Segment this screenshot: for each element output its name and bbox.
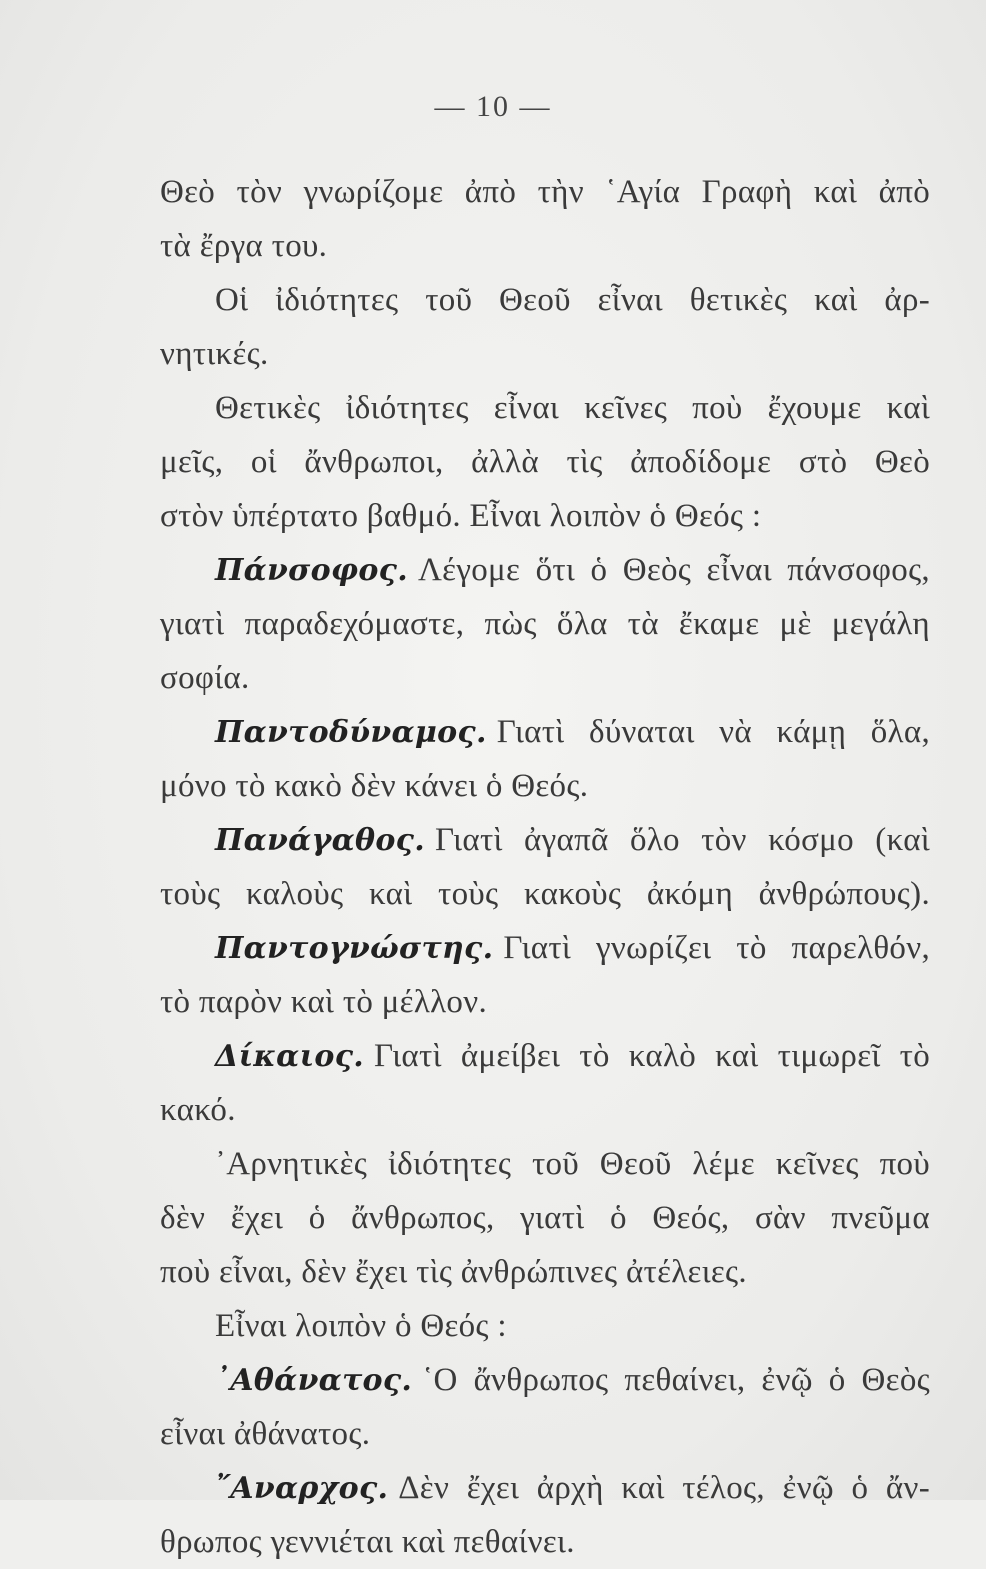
text-line: [160, 1407, 930, 1461]
line-text: Εἶναι λοιπὸν ὁ Θεός :: [215, 1308, 507, 1344]
attribute-term: Δίκαιος.: [215, 1039, 365, 1074]
text-line: [160, 219, 930, 273]
text-line: [160, 1461, 930, 1515]
line-text: νητικές.: [160, 336, 269, 372]
line-text: θρωπος γεννιέται καὶ πεθαίνει.: [160, 1524, 575, 1560]
text-line: [160, 1083, 930, 1137]
text-line: [160, 273, 930, 327]
attribute-term: Πανάγαθος.: [215, 823, 425, 858]
text-line: [160, 921, 930, 975]
text-line: [160, 705, 930, 759]
text-line: [160, 975, 930, 1029]
line-text: Γιατὶ ἀγαπᾶ ὅλο τὸν κόσμο (καὶ: [434, 822, 930, 858]
text-line: [160, 651, 930, 705]
text-line: [160, 1191, 930, 1245]
text-line: [160, 1299, 930, 1353]
attribute-term: Πάνσοφος.: [215, 553, 408, 588]
text-line: [160, 381, 930, 435]
line-text: ποὺ εἶναι, δὲν ἔχει τὶς ἀνθρώπινες ἀτέλειες.: [160, 1254, 747, 1290]
text-line: [160, 867, 930, 921]
line-text: Οἱ ἰδιότητες τοῦ Θεοῦ εἶναι θετικὲς καὶ ἀρ-: [215, 282, 930, 318]
line-text: κακό.: [160, 1092, 236, 1128]
text-line: [160, 813, 930, 867]
line-text: Λέγομε ὅτι ὁ Θεὸς εἶναι πάνσοφος,: [417, 552, 930, 588]
line-text: εἶναι ἀθάνατος.: [160, 1416, 371, 1452]
text-line: [160, 543, 930, 597]
attribute-term: ῎Αναρχος.: [215, 1471, 389, 1506]
line-text: ῾Ο ἄνθρωπος πεθαίνει, ἐνῷ ὁ Θεὸς: [422, 1362, 930, 1398]
attribute-term: ᾿Αθάνατος.: [215, 1363, 413, 1398]
text-line: [160, 597, 930, 651]
line-text: μόνο τὸ κακὸ δὲν κάνει ὁ Θεός.: [160, 768, 589, 804]
line-text: δὲν ἔχει ὁ ἄνθρωπος, γιατὶ ὁ Θεός, σὰν πνεῦμα: [160, 1200, 930, 1236]
line-text: στὸν ὑπέρτατο βαθμό. Εἶναι λοιπὸν ὁ Θεός :: [160, 498, 762, 534]
text-line: [160, 1029, 930, 1083]
line-text: τὸ παρὸν καὶ τὸ μέλλον.: [160, 984, 487, 1020]
attribute-term: Παντοδύναμος.: [215, 715, 487, 750]
text-line: [160, 1245, 930, 1299]
page-number: — 10 —: [434, 90, 552, 123]
text-line: [160, 435, 930, 489]
line-text: Δὲν ἔχει ἀρχὴ καὶ τέλος, ἐνῷ ὁ ἄν-: [398, 1470, 930, 1506]
text-line: [160, 1353, 930, 1407]
line-text: Γιατὶ ἀμείβει τὸ καλὸ καὶ τιμωρεῖ τὸ: [374, 1038, 930, 1074]
line-text: μεῖς, οἱ ἄνθρωποι, ἀλλὰ τὶς ἀποδίδομε στὸ Θεὸ: [160, 444, 930, 480]
line-text: Θετικὲς ἰδιότητες εἶναι κεῖνες ποὺ ἔχουμε καὶ: [215, 390, 930, 426]
line-text: τὰ ἔργα του.: [160, 228, 328, 264]
line-text: σοφία.: [160, 660, 250, 696]
text-line: [160, 759, 930, 813]
attribute-term: Παντογνώστης.: [215, 931, 494, 966]
text-line: [160, 327, 930, 381]
text-line: [160, 165, 930, 219]
line-text: γιατὶ παραδεχόμαστε, πὼς ὅλα τὰ ἔκαμε μὲ μεγάλη: [160, 606, 930, 642]
line-text: τοὺς καλοὺς καὶ τοὺς κακοὺς ἀκόμη ἀνθρώπους).: [160, 876, 930, 912]
text-body: [160, 165, 930, 1569]
text-line: [160, 489, 930, 543]
line-text: Γιατὶ γνωρίζει τὸ παρελθόν,: [503, 930, 930, 966]
text-line: [160, 1515, 930, 1569]
line-text: ᾿Αρνητικὲς ἰδιότητες τοῦ Θεοῦ λέμε κεῖνες ποὺ: [215, 1146, 930, 1182]
line-text: Θεὸ τὸν γνωρίζομε ἀπὸ τὴν ῾Αγία Γραφὴ καὶ ἀπὸ: [160, 174, 930, 210]
line-text: Γιατὶ δύναται νὰ κάμῃ ὅλα,: [496, 714, 930, 750]
text-line: [160, 1137, 930, 1191]
